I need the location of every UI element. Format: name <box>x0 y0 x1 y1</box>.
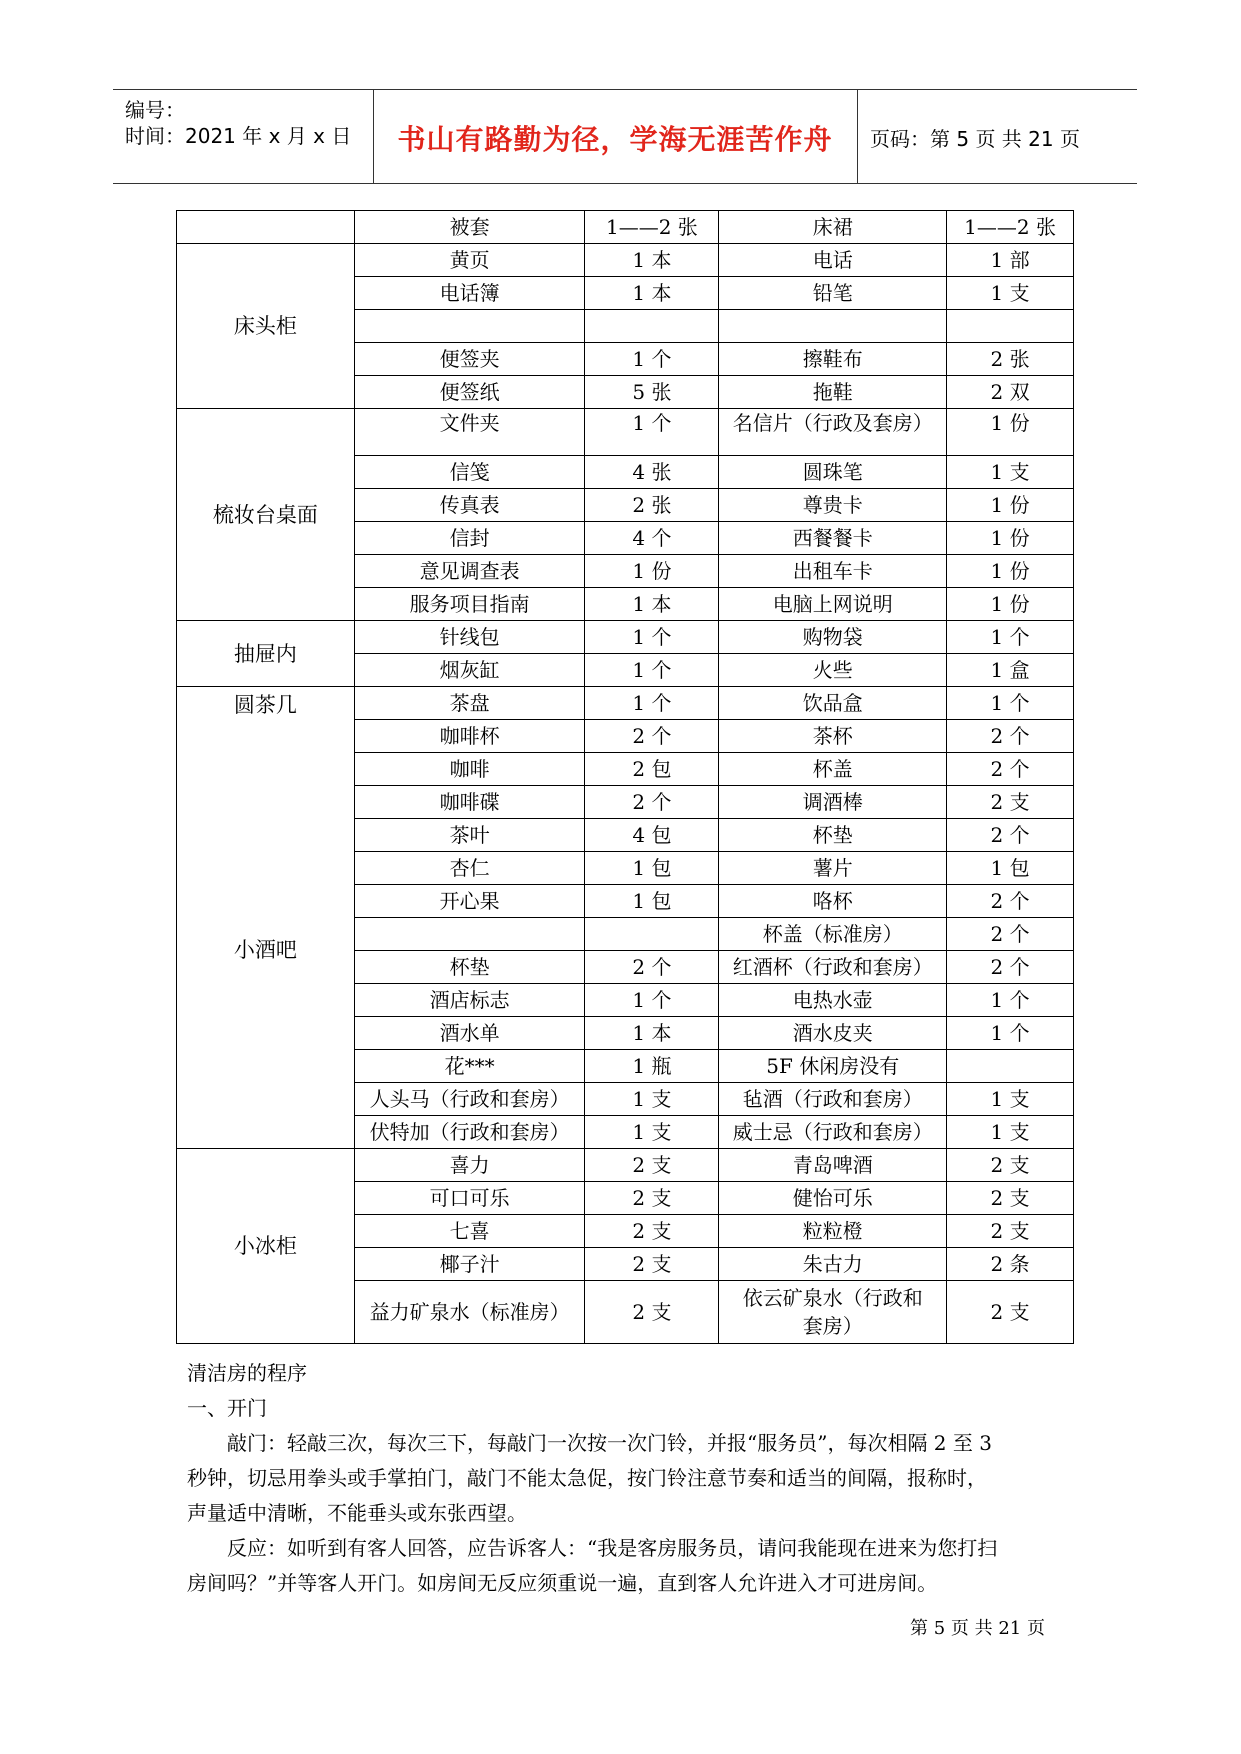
item-qty: 1 本 <box>585 244 719 277</box>
item-name: 杏仁 <box>354 852 585 885</box>
item-name: 电话 <box>719 244 947 277</box>
item-qty: 1 支 <box>947 277 1074 310</box>
item-qty: 2 支 <box>585 1182 719 1215</box>
item-name: 圆珠笔 <box>719 456 947 489</box>
item-name: 信封 <box>354 522 585 555</box>
item-qty: 1 个 <box>585 621 719 654</box>
item-name: 饮品盒 <box>719 687 947 720</box>
paragraph-line: 声量适中清晰，不能垂头或东张西望。 <box>187 1501 527 1525</box>
header-right-cell <box>858 90 1137 183</box>
item-qty: 2 支 <box>585 1149 719 1182</box>
item-qty: 2 个 <box>947 720 1074 753</box>
item-name: 电热水壶 <box>719 984 947 1017</box>
item-qty: 2 个 <box>947 918 1074 951</box>
item-name: 出租车卡 <box>719 555 947 588</box>
item-qty: 1 包 <box>585 852 719 885</box>
item-name: 调酒棒 <box>719 786 947 819</box>
room-supplies-table <box>176 210 1074 1344</box>
item-name: 杯盖 <box>719 753 947 786</box>
item-name: 椰子汁 <box>354 1248 585 1281</box>
item-qty: 2 包 <box>585 753 719 786</box>
item-name: 拖鞋 <box>719 376 947 409</box>
item-name: 杯盖（标准房） <box>719 918 947 951</box>
item-name: 人头马（行政和套房） <box>354 1083 585 1116</box>
item-name: 5F 休闲房没有 <box>719 1050 947 1083</box>
item-qty: 1 份 <box>947 522 1074 555</box>
header-left-cell <box>113 90 374 183</box>
motto-text: 书山有路勤为径，学海无涯苦作舟 <box>397 123 833 156</box>
item-name: 酒水皮夹 <box>719 1017 947 1050</box>
item-qty: 1 个 <box>585 654 719 687</box>
item-name: 七喜 <box>354 1215 585 1248</box>
header-middle-cell <box>373 90 858 183</box>
item-qty: 1 份 <box>947 489 1074 522</box>
item-name: 红酒杯（行政和套房） <box>719 951 947 984</box>
item-qty: 4 个 <box>585 522 719 555</box>
item-qty: 1 本 <box>585 277 719 310</box>
item-name: 电话簿 <box>354 277 585 310</box>
footer-page-number: 第 5 页 共 21 页 <box>910 1618 1045 1639</box>
category-cell: 梳妆台桌面 <box>177 409 355 621</box>
date-label: 时间：2021 年 x 月 x 日 <box>125 124 352 148</box>
paragraph-line: 房间吗？”并等客人开门。如房间无反应须重说一遍，直到客人允许进入才可进房间。 <box>187 1571 938 1595</box>
item-name: 益力矿泉水（标准房） <box>354 1281 585 1344</box>
item-qty: 1——2 张 <box>585 211 719 244</box>
item-name: 咖啡 <box>354 753 585 786</box>
item-qty: 4 张 <box>585 456 719 489</box>
item-name: 薯片 <box>719 852 947 885</box>
item-qty: 1 支 <box>585 1116 719 1149</box>
item-name: 烟灰缸 <box>354 654 585 687</box>
item-qty: 2 个 <box>585 951 719 984</box>
item-qty: 2 支 <box>585 1215 719 1248</box>
item-qty: 2 张 <box>947 343 1074 376</box>
item-name: 传真表 <box>354 489 585 522</box>
item-name: 朱古力 <box>719 1248 947 1281</box>
item-qty <box>585 918 719 951</box>
item-qty: 1 份 <box>585 555 719 588</box>
item-qty: 1 个 <box>947 1017 1074 1050</box>
item-qty: 1 盒 <box>947 654 1074 687</box>
item-qty: 1 本 <box>585 1017 719 1050</box>
item-qty: 1 个 <box>947 621 1074 654</box>
paragraph-line: 秒钟，切忌用拳头或手掌拍门，敲门不能太急促，按门铃注意节奏和适当的间隔，报称时， <box>187 1466 987 1490</box>
item-qty: 2 双 <box>947 376 1074 409</box>
item-qty: 5 张 <box>585 376 719 409</box>
item-name: 茶盘 <box>354 687 585 720</box>
item-name <box>354 918 585 951</box>
item-name: 杯垫 <box>354 951 585 984</box>
table-row <box>177 409 1074 456</box>
item-qty: 1 本 <box>585 588 719 621</box>
item-name: 开心果 <box>354 885 585 918</box>
item-name: 威士忌（行政和套房） <box>719 1116 947 1149</box>
item-qty: 2 支 <box>585 1281 719 1344</box>
item-name: 喜力 <box>354 1149 585 1182</box>
item-name: 尊贵卡 <box>719 489 947 522</box>
item-name <box>719 310 947 343</box>
paragraph-line: 敲门：轻敲三次，每次三下，每敲门一次按一次门铃，并报“服务员”，每次相隔 2 至 3 <box>227 1431 992 1455</box>
item-name: 咖啡碟 <box>354 786 585 819</box>
category-cell: 抽屉内 <box>177 621 355 687</box>
item-qty: 1 支 <box>947 1116 1074 1149</box>
item-name: 服务项目指南 <box>354 588 585 621</box>
item-name: 酒水单 <box>354 1017 585 1050</box>
item-qty: 2 个 <box>947 753 1074 786</box>
item-qty: 2 个 <box>947 951 1074 984</box>
item-qty: 1 份 <box>947 409 1074 456</box>
item-qty: 2 个 <box>947 819 1074 852</box>
item-qty: 2 个 <box>585 720 719 753</box>
table-row <box>177 244 1074 277</box>
item-name: 西餐餐卡 <box>719 522 947 555</box>
procedure-heading: 清洁房的程序 <box>187 1361 307 1385</box>
item-qty: 1 个 <box>585 984 719 1017</box>
item-name: 电脑上网说明 <box>719 588 947 621</box>
item-name: 擦鞋布 <box>719 343 947 376</box>
page-header <box>113 89 1137 184</box>
item-name <box>354 310 585 343</box>
category-cell: 床头柜 <box>177 244 355 409</box>
table-row <box>177 687 1074 720</box>
item-name: 毡酒（行政和套房） <box>719 1083 947 1116</box>
category-cell: 圆茶几 <box>177 687 355 753</box>
item-qty: 2 个 <box>947 885 1074 918</box>
section-heading: 一、开门 <box>187 1396 267 1420</box>
item-qty: 2 条 <box>947 1248 1074 1281</box>
item-qty: 1 包 <box>947 852 1074 885</box>
item-name: 名信片（行政及套房） <box>719 409 947 456</box>
item-qty: 2 个 <box>585 786 719 819</box>
item-name: 杯垫 <box>719 819 947 852</box>
table-row <box>177 1149 1074 1182</box>
item-name: 依云矿泉水（行政和套房） <box>719 1281 947 1344</box>
category-cell: 小酒吧 <box>177 753 355 1149</box>
item-name: 针线包 <box>354 621 585 654</box>
item-name: 便签纸 <box>354 376 585 409</box>
item-qty <box>947 1050 1074 1083</box>
item-name: 信笺 <box>354 456 585 489</box>
category-cell <box>177 211 355 244</box>
item-qty: 1 包 <box>585 885 719 918</box>
item-name: 咖啡杯 <box>354 720 585 753</box>
item-name: 花*** <box>354 1050 585 1083</box>
item-qty: 1 个 <box>585 687 719 720</box>
item-name: 床裙 <box>719 211 947 244</box>
item-qty: 2 张 <box>585 489 719 522</box>
item-name: 意见调查表 <box>354 555 585 588</box>
item-qty: 1 个 <box>947 984 1074 1017</box>
item-qty: 1 个 <box>585 409 719 456</box>
table-row <box>177 621 1074 654</box>
item-qty: 1 份 <box>947 555 1074 588</box>
item-name: 酒店标志 <box>354 984 585 1017</box>
item-qty: 1 个 <box>585 343 719 376</box>
table-row <box>177 211 1074 244</box>
item-name: 茶杯 <box>719 720 947 753</box>
item-qty: 1 部 <box>947 244 1074 277</box>
item-name: 黄页 <box>354 244 585 277</box>
table-row <box>177 753 1074 786</box>
item-qty: 2 支 <box>947 1281 1074 1344</box>
item-name: 青岛啤酒 <box>719 1149 947 1182</box>
header-page-number: 页码：第 5 页 共 21 页 <box>870 127 1080 151</box>
item-name: 咯杯 <box>719 885 947 918</box>
item-qty <box>947 310 1074 343</box>
item-name: 可口可乐 <box>354 1182 585 1215</box>
item-qty: 1——2 张 <box>947 211 1074 244</box>
item-name: 伏特加（行政和套房） <box>354 1116 585 1149</box>
item-qty: 2 支 <box>947 1182 1074 1215</box>
serial-label: 编号： <box>125 98 185 122</box>
item-qty: 1 份 <box>947 588 1074 621</box>
item-qty: 2 支 <box>947 786 1074 819</box>
paragraph-line: 反应：如听到有客人回答，应告诉客人：“我是客房服务员，请问我能现在进来为您打扫 <box>227 1536 998 1560</box>
item-qty: 2 支 <box>947 1215 1074 1248</box>
item-qty: 2 支 <box>947 1149 1074 1182</box>
item-name: 购物袋 <box>719 621 947 654</box>
item-qty: 1 个 <box>947 687 1074 720</box>
category-cell: 小冰柜 <box>177 1149 355 1344</box>
item-name: 被套 <box>354 211 585 244</box>
item-qty: 1 瓶 <box>585 1050 719 1083</box>
item-name: 便签夹 <box>354 343 585 376</box>
item-qty: 1 支 <box>947 1083 1074 1116</box>
item-qty: 1 支 <box>947 456 1074 489</box>
item-name: 文件夹 <box>354 409 585 456</box>
item-qty: 1 支 <box>585 1083 719 1116</box>
item-qty: 4 包 <box>585 819 719 852</box>
item-qty <box>585 310 719 343</box>
item-name: 茶叶 <box>354 819 585 852</box>
item-name: 粒粒橙 <box>719 1215 947 1248</box>
item-qty: 2 支 <box>585 1248 719 1281</box>
item-name: 铅笔 <box>719 277 947 310</box>
item-name: 火些 <box>719 654 947 687</box>
item-name: 健怡可乐 <box>719 1182 947 1215</box>
